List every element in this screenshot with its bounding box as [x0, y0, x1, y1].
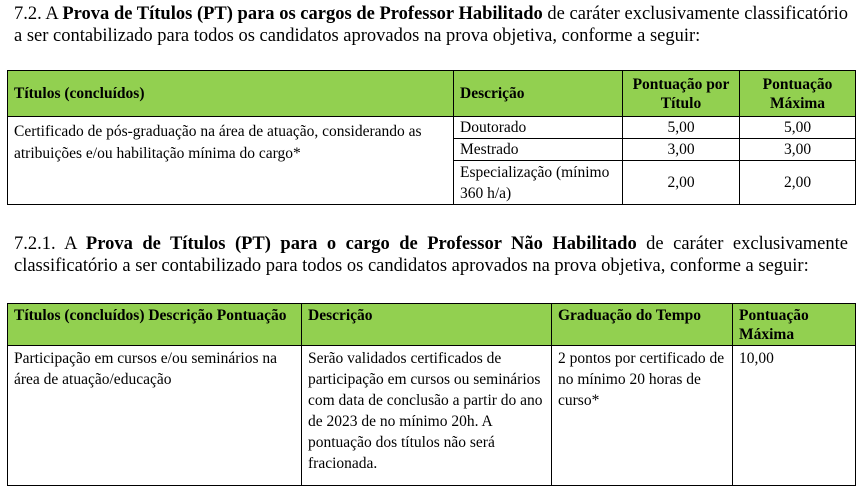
- descricao-cell: Especialização (mínimo 360 h/a): [454, 161, 623, 205]
- descricao-cell: Serão validados certificados de participação em cursos ou seminários com data de conclusão a partir do ano de 2023 de no mínimo 20h. A pontuação dos títulos não será fracionada.: [302, 346, 552, 486]
- pontuacao-titulo-cell: 3,00: [623, 139, 740, 161]
- pontuacao-titulo-cell: 2,00: [623, 161, 740, 205]
- pontuacao-maxima-cell: 10,00: [733, 346, 856, 486]
- table-row: [8, 117, 856, 139]
- section-number: 7.2.1. A: [14, 234, 86, 254]
- graduacao-cell: 2 pontos por certificado de no mínimo 20 horas de curso*: [552, 346, 733, 486]
- header-graduacao-tempo: Graduação do Tempo: [552, 304, 733, 346]
- pontuacao-maxima-cell: 2,00: [740, 161, 856, 205]
- section-number: 7.2. A: [14, 4, 63, 24]
- titles-table-nao-habilitado: [7, 303, 856, 486]
- descricao-cell: Mestrado: [454, 139, 623, 161]
- pontuacao-maxima-cell: 3,00: [740, 139, 856, 161]
- pontuacao-maxima-cell: 5,00: [740, 117, 856, 139]
- titulos-cell: Participação em cursos e/ou seminários na área de atuação/educação: [8, 346, 302, 486]
- titulo-cell: Certificado de pós-graduação na área de atuação, considerando as atribuições e/ou habilitação mínima do cargo*: [8, 117, 454, 205]
- section-bold-title: Prova de Títulos (PT) para o cargo de Professor Não Habilitado: [85, 234, 637, 254]
- table-row: [8, 346, 856, 486]
- section-text: de caráter exclusivamente classificatório a ser contabilizado para todos os candidatos aprovados na prova objetiva, conforme a seguir:: [14, 234, 848, 276]
- header-descricao: Descrição: [302, 304, 552, 346]
- header-descricao: Descrição: [454, 71, 623, 117]
- section-bold-title: Prova de Títulos (PT) para os cargos de Professor Habilitado: [62, 4, 543, 24]
- pontuacao-titulo-cell: 5,00: [623, 117, 740, 139]
- section-7-2-paragraph: [14, 3, 848, 47]
- header-titulos: Títulos (concluídos) Descrição Pontuação: [8, 304, 302, 346]
- section-text: de caráter exclusivamente classificatório a ser contabilizado para todos os candidatos aprovados na prova objetiva, conforme a seguir:: [14, 4, 848, 46]
- section-7-2-1-paragraph: [14, 233, 848, 277]
- header-titulos: Títulos (concluídos): [8, 71, 454, 117]
- titles-table-habilitado: [7, 70, 856, 205]
- descricao-cell: Doutorado: [454, 117, 623, 139]
- header-pontuacao-maxima: Pontuação Máxima: [733, 304, 856, 346]
- header-pontuacao-titulo: Pontuação por Título: [623, 71, 740, 117]
- header-pontuacao-maxima: Pontuação Máxima: [740, 71, 856, 117]
